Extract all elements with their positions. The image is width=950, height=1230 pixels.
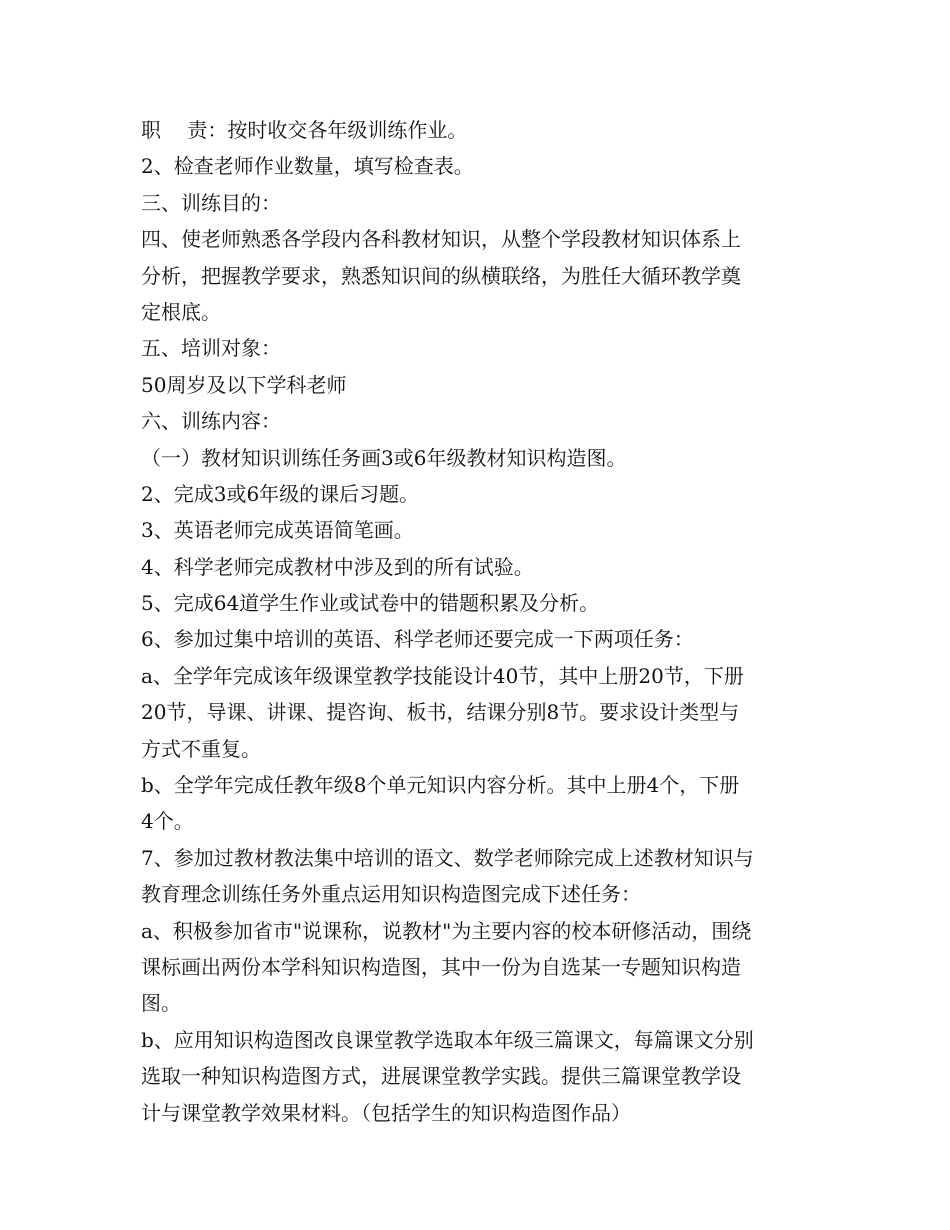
text-line: 方式不重复。 [141, 736, 261, 761]
section-heading: 三、训练目的： [141, 190, 281, 215]
text-line: 20节，导课、讲课、提咨询、板书，结课分别8节。要求设计类型与 [141, 700, 740, 725]
text-line: 4个。 [141, 809, 194, 834]
text-line: b、应用知识构造图改良课堂教学选取本年级三篇课文，每篇课文分别 [141, 1027, 754, 1052]
text-line: 4、科学老师完成教材中涉及到的所有试验。 [141, 554, 534, 579]
text-line: 计与课堂教学效果材料。（包括学生的知识构造图作品） [141, 1100, 631, 1125]
text-line: 分析，把握教学要求，熟悉知识间的纵横联络，为胜任大循环教学奠 [141, 263, 741, 288]
text-line: （一）教材知识训练任务画3或6年级教材知识构造图。 [141, 445, 627, 470]
text-line: 职 责：按时收交各年级训练作业。 [141, 118, 468, 142]
text-line: a、积极参加省市"说课称，说教材"为主要内容的校本研修活动，围绕 [141, 918, 752, 943]
text-line: 课标画出两份本学科知识构造图，其中一份为自选某一专题知识构造 [141, 954, 741, 979]
text-line: 50周岁及以下学科老师 [141, 372, 347, 397]
document-body [141, 112, 817, 1131]
text-line: 教育理念训练任务外重点运用知识构造图完成下述任务： [141, 882, 641, 907]
text-line: 定根底。 [141, 299, 221, 324]
text-line: 图。 [141, 991, 181, 1016]
text-line: 2、完成3或6年级的课后习题。 [141, 481, 420, 506]
text-line: b、全学年完成任教年级8个单元知识内容分析。其中上册4个，下册 [141, 773, 740, 798]
text-line: 选取一种知识构造图方式，进展课堂教学实践。提供三篇课堂教学设 [141, 1064, 741, 1089]
text-line: 3、英语老师完成英语简笔画。 [141, 518, 414, 543]
text-line: 7、参加过教材教法集中培训的语文、数学老师除完成上述教材知识与 [141, 845, 754, 870]
text-line: 2、检查老师作业数量，填写检查表。 [141, 154, 474, 179]
text-line: a、全学年完成该年级课堂教学技能设计40节，其中上册20节，下册 [141, 663, 744, 688]
section-heading: 六、训练内容： [141, 409, 281, 434]
text-line: 5、完成64道学生作业或试卷中的错题积累及分析。 [141, 591, 600, 616]
text-line: 四、使老师熟悉各学段内各科教材知识，从整个学段教材知识体系上 [141, 227, 741, 252]
text-line: 6、参加过集中培训的英语、科学老师还要完成一下两项任务： [141, 627, 694, 652]
section-heading: 五、培训对象： [141, 336, 281, 361]
